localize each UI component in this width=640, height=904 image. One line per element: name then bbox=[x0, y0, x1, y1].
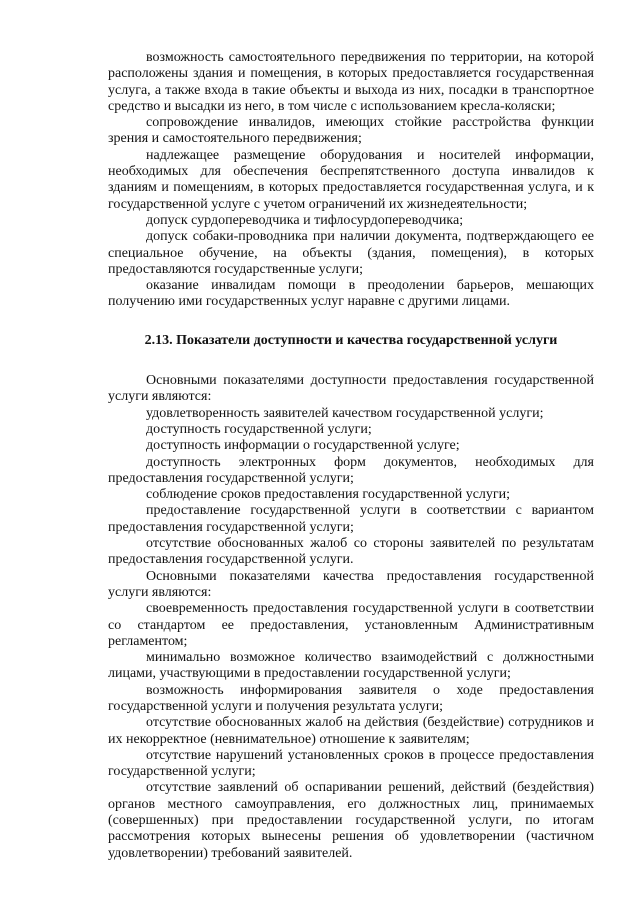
paragraph: отсутствие обоснованных жалоб на действия (бездействие) сотрудников и их некорректное (невнимательное) отношение к заявителям; bbox=[108, 715, 594, 747]
paragraph: минимально возможное количество взаимодействий с должностными лицами, участвующими в предоставлении государственной услуги; bbox=[108, 650, 594, 682]
paragraph: возможность самостоятельного передвижения по территории, на которой расположены здания и помещения, в которых предоставляется государственная услуга, а также входа в такие объекты и выхода из них, посадки в транспортное средство и высадки из него, в том числе с использованием кресла-коляски; bbox=[108, 50, 594, 114]
paragraph: отсутствие нарушений установленных сроков в процессе предоставления государственной услуги; bbox=[108, 747, 594, 780]
paragraph: соблюдение сроков предоставления государственной услуги; bbox=[146, 487, 511, 503]
paragraph: своевременность предоставления государственной услуги в соответствии со стандартом ее предоставления, установленным Административным регламентом; bbox=[108, 601, 594, 649]
paragraph: Основными показателями качества предоставления государственной услуги являются: bbox=[108, 568, 594, 600]
paragraph: доступность электронных форм документов, необходимых для предоставления государственной услуги; bbox=[108, 454, 594, 486]
paragraph: отсутствие заявлений об оспаривании решений, действий (бездействия) органов местного самоуправления, его должностных лиц, принимаемых (совершенных) при предоставлении государственной услуги, по итогам рассмотрения которых вынесены решения об удовлетворении (частичном удовлетворении) требований заявителей. bbox=[108, 780, 594, 861]
paragraph: удовлетворенность заявителей качеством государственной услуги; bbox=[146, 405, 544, 421]
section-heading: 2.13. Показатели доступности и качества государственной услуги bbox=[144, 332, 558, 348]
paragraph: доступность информации о государственной услуге; bbox=[146, 438, 460, 454]
paragraph: предоставление государственной услуги в соответствии с вариантом предоставления государственной услуги; bbox=[108, 503, 594, 535]
paragraph: надлежащее размещение оборудования и носителей информации, необходимых для обеспечения беспрепятственного доступа инвалидов к зданиям и помещениям, в которых предоставляется государственная услуга, и к государственной услуге с учетом ограничений их жизнедеятельности; bbox=[108, 147, 594, 212]
paragraph: отсутствие обоснованных жалоб со стороны заявителей по результатам предоставления государственной услуги. bbox=[108, 536, 594, 568]
paragraph: доступность государственной услуги; bbox=[146, 421, 372, 437]
document-page bbox=[108, 50, 594, 862]
top-paragraphs bbox=[108, 50, 594, 311]
section-paragraphs bbox=[108, 373, 594, 862]
paragraph: сопровождение инвалидов, имеющих стойкие расстройства функции зрения и самостоятельного передвижения; bbox=[108, 115, 594, 147]
paragraph: допуск сурдопереводчика и тифлосурдопереводчика; bbox=[146, 212, 464, 228]
paragraph: возможность информирования заявителя о ходе предоставления государственной услуги и получения результата услуги; bbox=[108, 682, 594, 714]
paragraph: Основными показателями доступности предоставления государственной услуги являются: bbox=[108, 373, 594, 405]
paragraph: допуск собаки-проводника при наличии документа, подтверждающего ее специальное обучение, на объекты (здания, помещения), в которых предоставляются государственные услуги; bbox=[108, 229, 594, 277]
paragraph: оказание инвалидам помощи в преодолении барьеров, мешающих получению ими государственных услуг наравне с другими лицами. bbox=[108, 278, 594, 310]
